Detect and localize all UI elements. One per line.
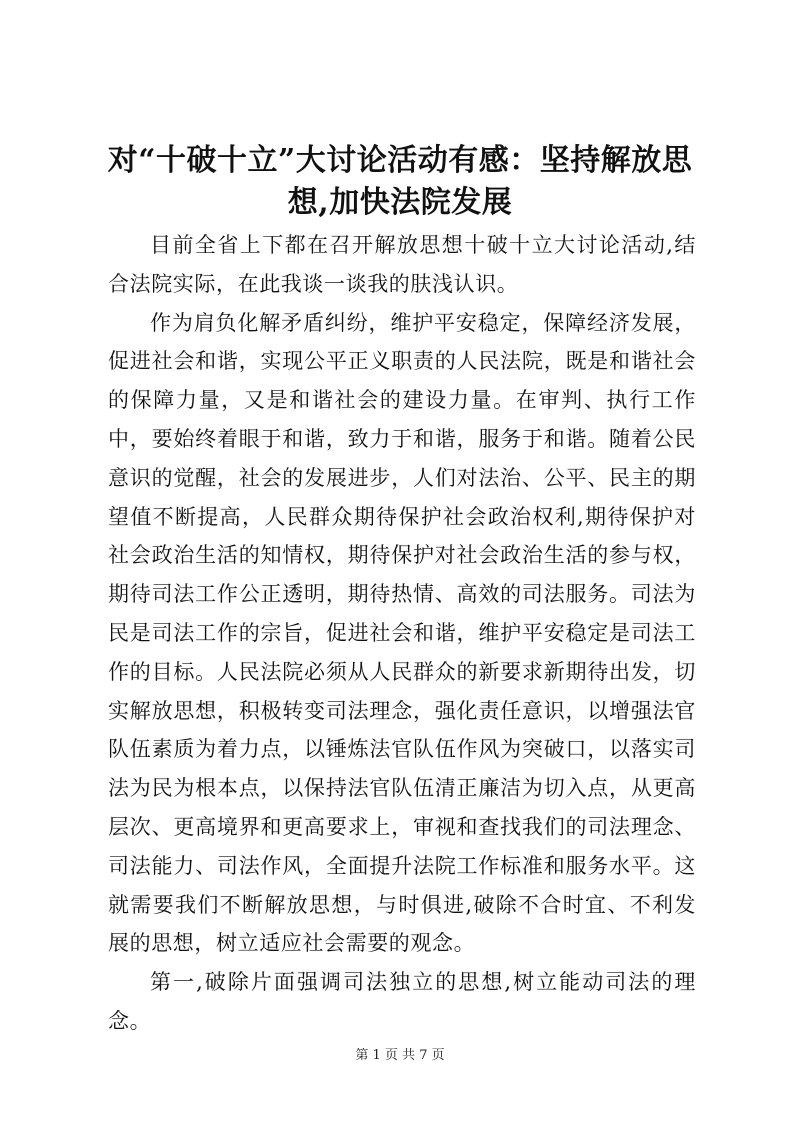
page-footer: 第 1 页 共 7 页 [355,1048,445,1063]
paragraph-main: 作为肩负化解矛盾纠纷，维护平安稳定，保障经济发展，促进社会和谐，实现公平正义职责的人民法院，既是和谐社会的保障力量，又是和谐社会的建设力量。在审判、执行工作中，要始终着眼于和谐，致力于和谐，服务于和谐。随着公民意识的觉醒，社会的发展进步，人们对法治、公平、民主的期望值不断提高，人民群众期待保护社会政治权利,期待保护对社会政治生活的知情权，期待保护对社会政治生活的参与权，期待司法工作公正透明，期待热情、高效的司法服务。司法为民是司法工作的宗旨，促进社会和谐，维护平安稳定是司法工作的目标。人民法院必须从人民群众的新要求新期待出发，切实解放思想，积极转变司法理念，强化责任意识，以增强法官队伍素质为着力点，以锤炼法官队伍作风为突破口，以落实司法为民为根本点，以保持法官队伍清正廉洁为切入点，从更高层次、更高境界和更高要求上，审视和查找我们的司法理念、司法能力、司法作风，全面提升法院工作标准和服务水平。这就需要我们不断解放思想，与时俱进,破除不合时宜、不利发展的思想，树立适应社会需要的观念。 [108,310,696,956]
document-body [108,226,696,1041]
paragraph-intro: 目前全省上下都在召开解放思想十破十立大讨论活动,结合法院实际，在此我谈一谈我的肤浅认识。 [108,233,696,296]
paragraph-point-one: 第一,破除片面强调司法独立的思想,树立能动司法的理念。 [108,970,696,1033]
document-title: 对“十破十立”大讨论活动有感：坚持解放思想,加快法院发展 [107,143,693,220]
